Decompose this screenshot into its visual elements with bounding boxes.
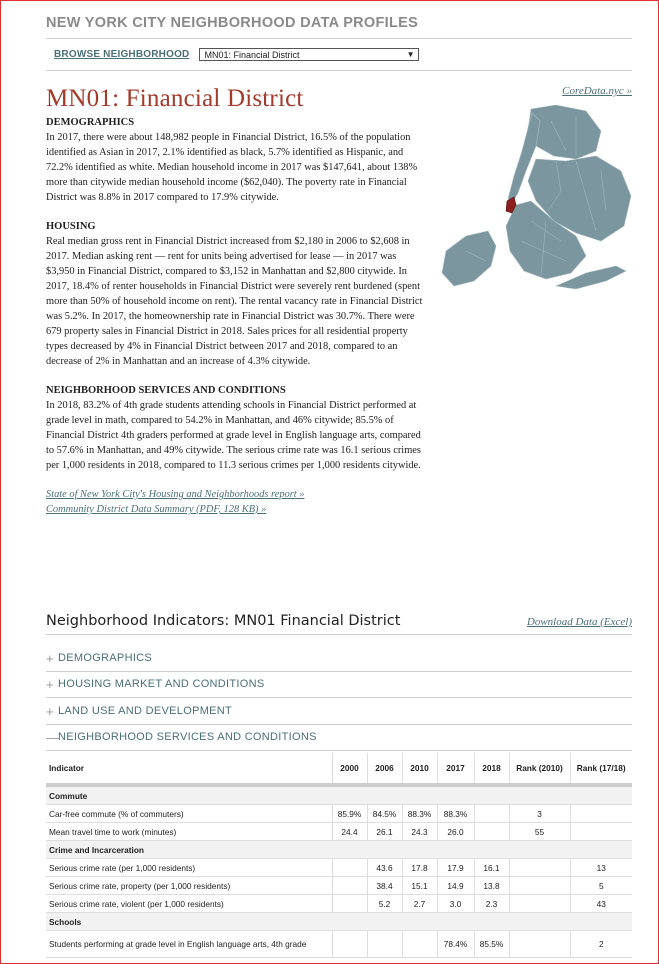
accordion-land-use[interactable] [46,698,632,725]
table-cell [509,895,570,913]
table-cell: 88.3% [402,805,437,823]
table-cell [332,931,367,958]
map-staten-island [442,231,496,286]
profile-content [46,115,426,517]
page-wrapper [46,1,632,949]
section-heading-housing: HOUSING [46,221,96,232]
table-cell: 24.3 [402,823,437,841]
table-row [46,823,632,841]
section-heading-services: NEIGHBORHOOD SERVICES AND CONDITIONS [46,385,286,396]
browse-neighborhood-link[interactable]: BROWSE NEIGHBORHOOD [54,49,190,60]
table-row [46,931,632,958]
table-cell [474,805,509,823]
dropdown-arrow-icon: ▼ [406,50,415,59]
nyc-map [436,101,636,301]
table-cell: Students performing at grade level in English language arts, 4th grade [46,931,332,958]
group-label-commute: Commute [46,785,632,805]
section-text-demographics: In 2017, there were about 148,982 people in Financial District, 16.5% of the population identified as Asian in 2017, 2.1% identified as black, 5.7% identified as Hispanic, and 72.2% identified as white. Median household income in 2017 was $147,641, about 138% more than citywide median household income ($62,040). The poverty rate in Financial District was 8.8% in 2017 compared to 17.9% citywide. [46,132,418,203]
table-group-row [46,785,632,805]
table-cell [332,877,367,895]
table-cell: 85.9% [332,805,367,823]
table-cell: 84.5% [367,805,402,823]
table-cell [332,859,367,877]
table-cell: 3 [509,805,570,823]
site-title: NEW YORK CITY NEIGHBORHOOD DATA PROFILES [46,15,419,31]
table-cell: 24.4 [332,823,367,841]
table-cell [509,877,570,895]
table-cell [570,823,632,841]
table-cell [367,931,402,958]
table-cell [509,931,570,958]
accordion-label: DEMOGRAPHICS [58,652,153,664]
table-cell: 15.1 [402,877,437,895]
table-cell: 13 [570,859,632,877]
table-cell: 2.7 [402,895,437,913]
table-cell [402,931,437,958]
indicators-table [46,753,632,958]
table-cell: Serious crime rate, violent (per 1,000 residents) [46,895,332,913]
col-header: 2017 [437,753,474,785]
table-cell: 5.2 [367,895,402,913]
table-header-row [46,753,632,785]
neighborhood-select[interactable] [199,48,419,61]
collapse-minus-icon: — [46,729,60,745]
accordion-demographics[interactable] [46,645,632,672]
accordion-neighborhood-services[interactable] [46,724,632,751]
neighborhood-select-value: MN01: Financial District [204,49,300,60]
table-row [46,805,632,823]
page-title: MN01: Financial District [46,85,304,112]
table-row [46,877,632,895]
browse-bar [46,38,632,71]
table-cell: 17.9 [437,859,474,877]
accordion-label: NEIGHBORHOOD SERVICES AND CONDITIONS [58,731,317,743]
col-header: 2010 [402,753,437,785]
expand-plus-icon: + [46,676,54,692]
table-cell [570,805,632,823]
group-label-schools: Schools [46,913,632,931]
table-cell: 43.6 [367,859,402,877]
table-cell: 16.1 [474,859,509,877]
table-cell: Car-free commute (% of commuters) [46,805,332,823]
expand-plus-icon: + [46,650,54,666]
map-bronx [528,105,601,159]
indicators-title: Neighborhood Indicators: MN01 Financial District [46,613,401,629]
table-cell [474,823,509,841]
table-cell: 2 [570,931,632,958]
table-cell: 78.4% [437,931,474,958]
accordion-label: HOUSING MARKET AND CONDITIONS [58,678,265,690]
section-text-housing: Real median gross rent in Financial District increased from $2,180 in 2006 to $2,608 in 2017. Median asking rent — rent for units being advertised for lease — in 2017 was $3,950 in Financial District, compared to $3,152 in Manhattan and $2,800 citywide. In 2017, 18.4% of renter households in Financial District were severely rent burdened (spent more than 50% of household income on rent). The rental vacancy rate in Financial District was 5.2%. In 2017, the homeownership rate in Financial District was 30.7%. There were 679 property sales in Financial District in 2018. Sales prices for all residential property types decreased by 4% in Financial District between 2017 and 2018, compared to an decrease of 2% in Manhattan and an increase of 4.3% citywide. [46,236,423,367]
download-data-link[interactable]: Download Data (Excel) [526,616,632,628]
section-text-services: In 2018, 83.2% of 4th grade students attending schools in Financial District performed at grade level in math, compared to 54.2% in Manhattan, and 46% citywide; 85.5% of Financial District 4th graders performed at grade level in English language arts, compared to 57.6% in Manhattan, and 49% citywide. The serious crime rate was 16.1 serious crimes per 1,000 residents in 2018, compared to 11.3 serious crimes per 1,000 residents citywide. [46,400,421,471]
table-group-row [46,913,632,931]
summary-pdf-link[interactable]: Community District Data Summary (PDF, 128 KB) » [46,504,267,515]
table-cell [509,859,570,877]
table-row [46,895,632,913]
table-cell: 14.9 [437,877,474,895]
table-cell: 38.4 [367,877,402,895]
coredata-link[interactable]: CoreData.nyc » [562,85,632,97]
section-heading-demographics: DEMOGRAPHICS [46,117,135,128]
col-header: Rank (2010) [509,753,570,785]
table-cell: 17.8 [402,859,437,877]
group-label-crime: Crime and Incarceration [46,841,632,859]
col-header: 2018 [474,753,509,785]
table-cell: Mean travel time to work (minutes) [46,823,332,841]
table-cell: 2.3 [474,895,509,913]
table-cell: 26.0 [437,823,474,841]
accordion-housing-market[interactable] [46,671,632,698]
table-cell: Serious crime rate, property (per 1,000 residents) [46,877,332,895]
table-cell [332,895,367,913]
table-group-row [46,841,632,859]
table-cell: 5 [570,877,632,895]
table-cell: 88.3% [437,805,474,823]
col-header: 2000 [332,753,367,785]
indicators-header [46,613,632,635]
table-cell: 43 [570,895,632,913]
col-header: Rank (17/18) [570,753,632,785]
expand-plus-icon: + [46,703,54,719]
table-row [46,859,632,877]
report-links [46,487,426,517]
table-cell: 85.5% [474,931,509,958]
table-cell: Serious crime rate (per 1,000 residents) [46,859,332,877]
report-link[interactable]: State of New York City's Housing and Neighborhoods report » [46,489,305,500]
table-cell: 3.0 [437,895,474,913]
table-cell: 13.8 [474,877,509,895]
table-cell: 55 [509,823,570,841]
table-cell: 26.1 [367,823,402,841]
col-header: Indicator [46,753,332,785]
accordion-label: LAND USE AND DEVELOPMENT [58,705,233,717]
col-header: 2006 [367,753,402,785]
